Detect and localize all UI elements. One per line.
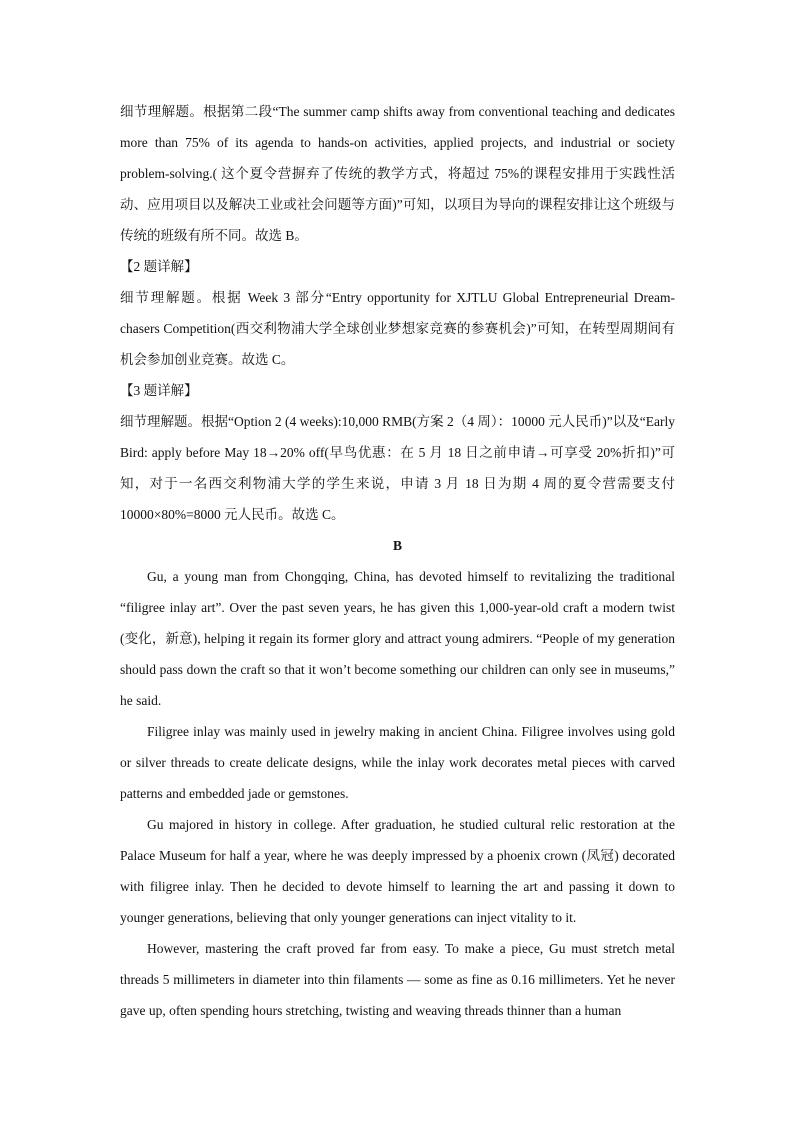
explanation-q3-heading: 【3 题详解】 — [120, 383, 198, 398]
passage-paragraph-2: Filigree inlay was mainly used in jewelry making in ancient China. Filigree involves using gold or silver threads to create delicate designs, while the inlay work decorates metal pieces with carved patterns and embedded jade or gemstones. — [120, 724, 675, 801]
passage-paragraph-4: However, mastering the craft proved far from easy. To make a piece, Gu must stretch metal threads 5 millimeters in diameter into thin filaments — some as fine as 0.16 millimeters. Yet he never gave up, often spending hours stretching, twisting and weaving threads thinner than a human — [120, 941, 675, 1018]
section-title: B — [392, 538, 402, 553]
document-content — [120, 96, 675, 1026]
explanation-q2-heading: 【2 题详解】 — [120, 259, 198, 274]
passage-paragraph-1: Gu, a young man from Chongqing, China, has devoted himself to revitalizing the traditional “filigree inlay art”. Over the past seven years, he has given this 1,000-year-old craft a modern twist (变化，新意), helping it regain its former glory and attract young admirers. “People of my generation should pass down the craft so that it won’t become something our children can only see in museums,” he said. — [120, 569, 675, 708]
explanation-q1-text: 细节理解题。根据第二段“The summer camp shifts away from conventional teaching and dedicates more than 75% of its agenda to hands-on activities, applied projects, and industrial or society problem-solving.( 这个夏令营摒弃了传统的教学方式，将超过 75%的课程安排用于实践性活动、应用项目以及解决工业或社会问题等方面)”可知，以项目为导向的课程安排让这个班级与传统的班级有所不同。故选 B。 — [120, 104, 675, 243]
passage-paragraph-3: Gu majored in history in college. After graduation, he studied cultural relic restoration at the Palace Museum for half a year, where he was deeply impressed by a phoenix crown (凤冠) decorated with filigree inlay. Then he decided to devote himself to learning the art and passing it down to younger generations, believing that only younger generations can inject vitality to it. — [120, 817, 675, 925]
explanation-q3-text: 细节理解题。根据“Option 2 (4 weeks):10,000 RMB(方案 2（4 周）：10000 元人民币)”以及“Early Bird: apply before May 18→20% off(早鸟优惠：在 5 月 18 日之前申请→可享受 20%折扣)”可知，对于一名西交利物浦大学的学生来说，申请 3 月 18 日为期 4 周的夏令营需要支付 10000×80%=8000 元人民币。故选 C。 — [120, 414, 675, 522]
explanation-q2-text: 细节理解题。根据 Week 3 部分“Entry opportunity for XJTLU Global Entrepreneurial Dream-chasers Competition(西交利物浦大学全球创业梦想家竞赛的参赛机会)”可知，在转型周期间有机会参加创业竞赛。故选 C。 — [120, 290, 675, 367]
